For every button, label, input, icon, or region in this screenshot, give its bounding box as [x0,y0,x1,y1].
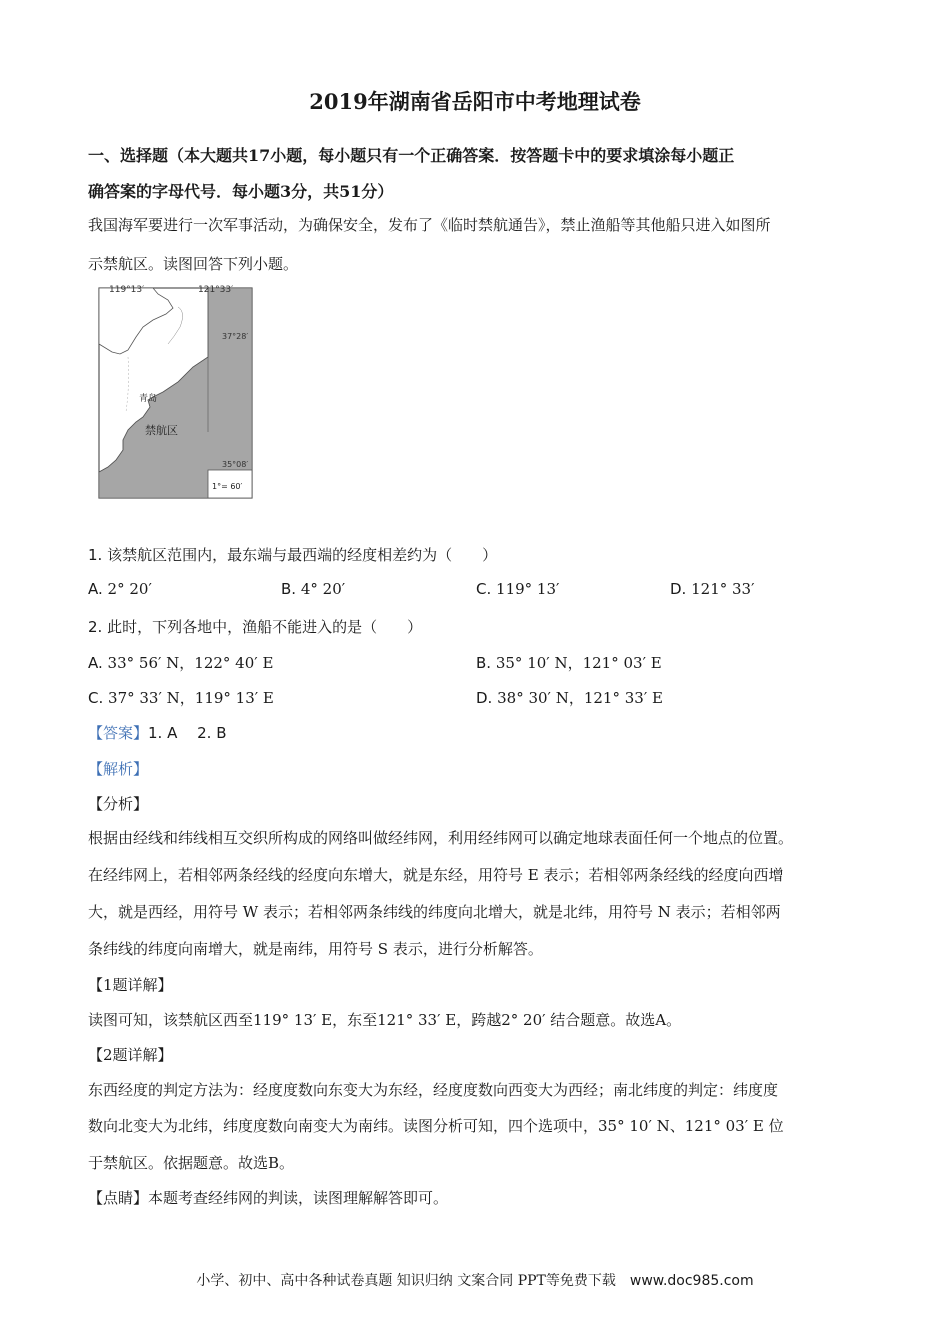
option-text: 38° 30′ N，121° 33′ E [497,689,663,707]
page-footer [0,1270,950,1290]
restricted-zone-map [98,282,258,502]
lon-right-label: 121°33′ [198,285,234,295]
footer-text: 小学、初中、高中各种试卷真题 知识归纳 文案合同 PPT等免费下载 [196,1273,616,1289]
q1-stem [88,544,497,565]
intro-line2: 示禁航区。读图回答下列小题。 [88,255,299,273]
detail2-tag: 【2题详解】 [88,1046,173,1064]
q2-option-b[interactable] [476,652,662,673]
analysis-tag: 【解析】 [88,760,149,778]
option-label: D. [476,689,493,707]
footer-url-link[interactable]: www.doc985.com [629,1273,754,1289]
option-label: B. [281,580,297,598]
option-label: A. [88,654,103,672]
detail2-line: 数向北变大为北纬，纬度度数向南变大为南纬。读图分析可知，四个选项中，35° 10′ N、121° 03′ E 位 [88,1117,784,1135]
dianjing-tag: 【点睛】 [88,1189,149,1207]
option-label: D. [670,580,687,598]
q1-text: 该禁航区范围内，最东端与最西端的经度相差约为（ ） [107,546,498,564]
dianjing-line [88,1187,448,1208]
fenxi-line: 根据由经线和纬线相互交织所构成的网络叫做经纬网，利用经纬网可以确定地球表面任何一个地点的位置。 [88,829,794,847]
fenxi-line: 在经纬网上，若相邻两条经线的经度向东增大，就是东经，用符号 E 表示；若相邻两条经线的经度向西增 [88,866,784,884]
page-title: 2019年湖南省岳阳市中考地理试卷 [309,89,641,114]
q1-option-a[interactable] [88,580,152,598]
option-text: 37° 33′ N，119° 13′ E [108,689,274,707]
option-text: 4° 20′ [300,580,346,598]
fenxi-line: 大，就是西经，用符号 W 表示；若相邻两条纬线的纬度向北增大，就是北纬，用符号 N 表示；若相邻两 [88,903,781,921]
option-label: B. [476,654,492,672]
option-text: 119° 13′ [496,580,560,598]
lat-bottom-label: 35°08′ [222,460,249,469]
option-label: C. [476,580,492,598]
fenxi-tag: 【分析】 [88,795,149,813]
q2-option-c[interactable] [88,687,274,708]
detail1-tag: 【1题详解】 [88,976,173,994]
option-text: 121° 33′ [691,580,755,598]
q1-option-d[interactable] [670,580,755,598]
scale-label: 1°= 60′ [212,482,243,491]
answer-text: 1. A 2. B [148,724,227,742]
option-label: A. [88,580,103,598]
q1-option-c[interactable] [476,580,559,598]
city-label: 青岛 [139,394,158,404]
answer-tag: 【答案】 [88,724,149,742]
section-heading-line2: 确答案的字母代号．每小题3分，共51分） [88,182,394,201]
option-text: 33° 56′ N，122° 40′ E [107,654,274,672]
q2-text: 此时，下列各地中，渔船不能进入的是（ ） [107,618,423,636]
lon-left-label: 119°13′ [109,285,145,295]
zone-label: 禁航区 [145,424,178,437]
lat-top-label: 37°28′ [222,332,249,341]
option-label: C. [88,689,104,707]
q2-stem [88,616,422,637]
option-text: 35° 10′ N，121° 03′ E [495,654,662,672]
intro-line1: 我国海军要进行一次军事活动，为确保安全，发布了《临时禁航通告》，禁止渔船等其他船只进入如图所 [88,216,771,234]
q2-option-d[interactable] [476,687,663,708]
detail1-text: 读图可知，该禁航区西至119° 13′ E，东至121° 33′ E，跨越2° 20′ 结合题意。故选A。 [88,1011,682,1029]
fenxi-line: 条纬线的纬度向南增大，就是南纬，用符号 S 表示，进行分析解答。 [88,940,543,958]
answer-line [88,722,227,743]
option-text: 2° 20′ [107,580,152,598]
detail2-line: 东西经度的判定方法为：经度度数向东变大为东经，经度度数向西变大为西经；南北纬度的判定：纬度度 [88,1081,779,1099]
dianjing-text: 本题考查经纬网的判读，读图理解解答即可。 [148,1189,449,1207]
q2-option-a[interactable] [88,652,273,673]
q1-option-b[interactable] [281,580,345,598]
q2-number: 2. [88,618,103,636]
detail2-line: 于禁航区。依据题意。故选B。 [88,1154,295,1172]
section-heading-line1: 一、选择题（本大题共17小题，每小题只有一个正确答案．按答题卡中的要求填涂每小题正 [88,146,735,165]
q1-number: 1. [88,546,103,564]
